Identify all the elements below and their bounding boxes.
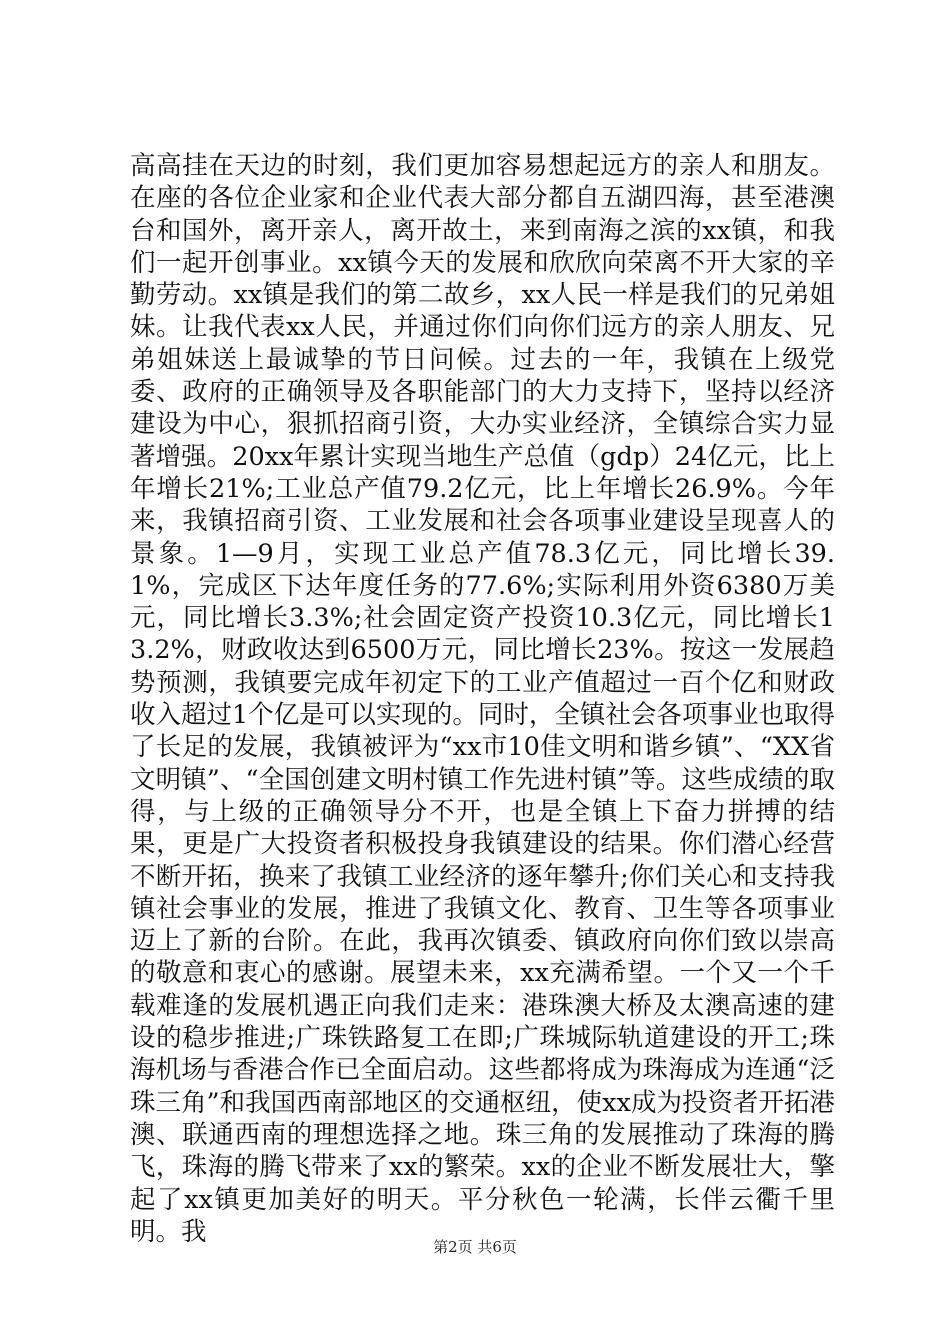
page-number-footer: 第2页 共6页 [433, 1238, 517, 1256]
body-paragraph: 高高挂在天边的时刻，我们更加容易想起远方的亲人和朋友。在座的各位企业家和企业代表大部分都自五湖四海，甚至港澳台和国外，离开亲人，离开故土，来到南海之滨的xx镇，和我们一起开创事业。xx镇今天的发展和欣欣向荣离不开大家的辛勤劳动。xx镇是我们的第二故乡，xx人民一样是我们的兄弟姐妹。让我代表xx人民，并通过你们向你们远方的亲人朋友、兄弟姐妹送上最诚挚的节日问候。过去的一年，我镇在上级党委、政府的正确领导及各职能部门的大力支持下，坚持以经济建设为中心，狠抓招商引资，大办实业经济，全镇综合实力显著增强。20xx年累计实现当地生产总值（gdp）24亿元，比上年增长21%;工业总产值79.2亿元，比上年增长26.9%。今年来，我镇招商引资、工业发展和社会各项事业建设呈现喜人的景象。1—9月，实现工业总产值78.3亿元，同比增长39.1%，完成区下达年度任务的77.6%;实际利用外资6380万美元，同比增长3.3%;社会固定资产投资10.3亿元，同比增长13.2%，财政收达到6500万元，同比增长23%。按这一发展趋势预测，我镇要完成年初定下的工业产值超过一百个亿和财政收入超过1个亿是可以实现的。同时，全镇社会各项事业也取得了长足的发展，我镇被评为“xx市10佳文明和谐乡镇”、“XX省文明镇”、“全国创建文明村镇工作先进村镇”等。这些成绩的取得，与上级的正确领导分不开，也是全镇上下奋力拼搏的结果，更是广大投资者积极投身我镇建设的结果。你们潜心经营不断开拓，换来了我镇工业经济的逐年攀升;你们关心和支持我镇社会事业的发展，推进了我镇文化、教育、卫生等各项事业迈上了新的台阶。在此，我再次镇委、镇政府向你们致以崇高的敬意和衷心的感谢。展望未来，xx充满希望。一个又一个千载难逢的发展机遇正向我们走来：港珠澳大桥及太澳高速的建设的稳步推进;广珠铁路复工在即;广珠城际轨道建设的开工;珠海机场与香港合作已全面启动。这些都将成为珠海成为连通“泛珠三角”和我国西南部地区的交通枢纽，使xx成为投资者开拓港澳、联通西南的理想选择之地。珠三角的发展推动了珠海的腾飞，珠海的腾飞带来了xx的繁荣。xx的企业不断发展壮大，擎起了xx镇更加美好的明天。平分秋色一轮满，长伴云衢千里明。我 [130, 151, 835, 1247]
